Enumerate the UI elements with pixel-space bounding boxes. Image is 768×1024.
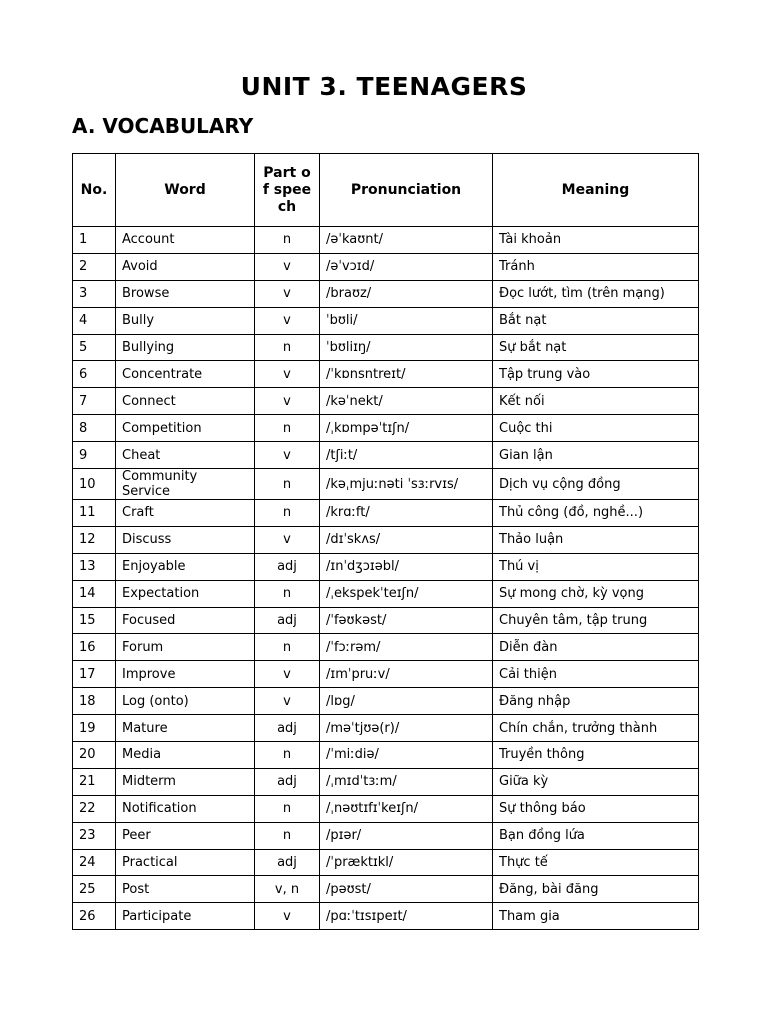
cell-part-of-speech: n: [255, 822, 320, 849]
cell-part-of-speech: v, n: [255, 876, 320, 903]
cell-part-of-speech: n: [255, 634, 320, 661]
cell-meaning: Thú vị: [493, 553, 699, 580]
table-row: [73, 526, 699, 553]
cell-meaning: Chuyên tâm, tập trung: [493, 607, 699, 634]
cell-pronunciation: /kəˈnekt/: [320, 388, 493, 415]
cell-pronunciation: /krɑːft/: [320, 500, 493, 527]
table-row: [73, 688, 699, 715]
cell-pronunciation: /dɪˈskʌs/: [320, 526, 493, 553]
cell-word: Avoid: [116, 253, 255, 280]
header-word: Word: [116, 154, 255, 227]
cell-pronunciation: /pɪər/: [320, 822, 493, 849]
cell-part-of-speech: v: [255, 526, 320, 553]
cell-word: Discuss: [116, 526, 255, 553]
cell-word: Practical: [116, 849, 255, 876]
table-row: [73, 253, 699, 280]
cell-meaning: Cải thiện: [493, 661, 699, 688]
cell-part-of-speech: v: [255, 903, 320, 930]
cell-part-of-speech: v: [255, 280, 320, 307]
table-row: [73, 742, 699, 769]
cell-part-of-speech: v: [255, 661, 320, 688]
cell-word: Browse: [116, 280, 255, 307]
cell-meaning: Tập trung vào: [493, 361, 699, 388]
cell-no: 3: [73, 280, 116, 307]
cell-meaning: Sự bắt nạt: [493, 334, 699, 361]
cell-meaning: Đọc lướt, tìm (trên mạng): [493, 280, 699, 307]
cell-no: 10: [73, 469, 116, 500]
table-row: [73, 580, 699, 607]
cell-pronunciation: /ˈfəʊkəst/: [320, 607, 493, 634]
cell-no: 2: [73, 253, 116, 280]
cell-meaning: Diễn đàn: [493, 634, 699, 661]
cell-no: 8: [73, 415, 116, 442]
cell-word: Media: [116, 742, 255, 769]
cell-pronunciation: /əˈkaʊnt/: [320, 227, 493, 254]
table-header-row: [73, 154, 699, 227]
cell-word: Improve: [116, 661, 255, 688]
cell-no: 11: [73, 500, 116, 527]
cell-no: 13: [73, 553, 116, 580]
cell-word: Notification: [116, 795, 255, 822]
cell-word: Competition: [116, 415, 255, 442]
cell-no: 24: [73, 849, 116, 876]
cell-pronunciation: /kəˌmjuːnəti ˈsɜːrvɪs/: [320, 469, 493, 500]
cell-pronunciation: /ˈfɔːrəm/: [320, 634, 493, 661]
cell-no: 9: [73, 442, 116, 469]
cell-no: 20: [73, 742, 116, 769]
cell-word: Bully: [116, 307, 255, 334]
cell-pronunciation: /pəʊst/: [320, 876, 493, 903]
cell-no: 21: [73, 768, 116, 795]
vocabulary-table: [72, 153, 699, 930]
cell-pronunciation: /ˈpræktɪkl/: [320, 849, 493, 876]
cell-part-of-speech: v: [255, 388, 320, 415]
cell-part-of-speech: n: [255, 742, 320, 769]
cell-meaning: Thực tế: [493, 849, 699, 876]
cell-no: 5: [73, 334, 116, 361]
cell-meaning: Kết nối: [493, 388, 699, 415]
table-row: [73, 388, 699, 415]
table-row: [73, 415, 699, 442]
cell-meaning: Thảo luận: [493, 526, 699, 553]
table-row: [73, 607, 699, 634]
cell-meaning: Cuộc thi: [493, 415, 699, 442]
cell-pronunciation: /braʊz/: [320, 280, 493, 307]
table-row: [73, 768, 699, 795]
cell-word: Community Service: [116, 469, 255, 500]
cell-pronunciation: ˈbʊliɪŋ/: [320, 334, 493, 361]
cell-word: Cheat: [116, 442, 255, 469]
cell-word: Post: [116, 876, 255, 903]
cell-no: 6: [73, 361, 116, 388]
table-row: [73, 822, 699, 849]
cell-word: Connect: [116, 388, 255, 415]
table-row: [73, 634, 699, 661]
cell-word: Focused: [116, 607, 255, 634]
cell-word: Forum: [116, 634, 255, 661]
cell-no: 12: [73, 526, 116, 553]
cell-part-of-speech: n: [255, 415, 320, 442]
header-part-of-speech: Part of speech: [255, 154, 320, 227]
table-row: [73, 469, 699, 500]
cell-part-of-speech: n: [255, 227, 320, 254]
table-row: [73, 553, 699, 580]
cell-no: 4: [73, 307, 116, 334]
cell-pronunciation: /ɪnˈdʒɔɪəbl/: [320, 553, 493, 580]
page-title: UNIT 3. TEENAGERS: [240, 72, 528, 101]
cell-pronunciation: /tʃiːt/: [320, 442, 493, 469]
cell-meaning: Truyền thông: [493, 742, 699, 769]
cell-no: 1: [73, 227, 116, 254]
cell-meaning: Bắt nạt: [493, 307, 699, 334]
cell-meaning: Tài khoản: [493, 227, 699, 254]
cell-part-of-speech: adj: [255, 607, 320, 634]
vocabulary-body: [73, 227, 699, 930]
cell-part-of-speech: n: [255, 795, 320, 822]
table-row: [73, 849, 699, 876]
cell-word: Peer: [116, 822, 255, 849]
cell-pronunciation: /ˈkɒnsntreɪt/: [320, 361, 493, 388]
table-row: [73, 361, 699, 388]
cell-meaning: Thủ công (đồ, nghề...): [493, 500, 699, 527]
cell-part-of-speech: adj: [255, 715, 320, 742]
header-pronunciation: Pronunciation: [320, 154, 493, 227]
cell-pronunciation: /əˈvɔɪd/: [320, 253, 493, 280]
table-row: [73, 795, 699, 822]
cell-no: 16: [73, 634, 116, 661]
cell-meaning: Gian lận: [493, 442, 699, 469]
cell-no: 18: [73, 688, 116, 715]
cell-no: 23: [73, 822, 116, 849]
cell-no: 17: [73, 661, 116, 688]
cell-part-of-speech: v: [255, 442, 320, 469]
cell-part-of-speech: n: [255, 500, 320, 527]
cell-part-of-speech: n: [255, 580, 320, 607]
cell-no: 19: [73, 715, 116, 742]
cell-part-of-speech: adj: [255, 768, 320, 795]
table-row: [73, 227, 699, 254]
cell-meaning: Tránh: [493, 253, 699, 280]
cell-meaning: Giữa kỳ: [493, 768, 699, 795]
cell-word: Account: [116, 227, 255, 254]
cell-no: 15: [73, 607, 116, 634]
table-row: [73, 334, 699, 361]
table-row: [73, 903, 699, 930]
section-heading: A. VOCABULARY: [72, 114, 254, 138]
cell-no: 25: [73, 876, 116, 903]
cell-word: Craft: [116, 500, 255, 527]
cell-word: Enjoyable: [116, 553, 255, 580]
cell-pronunciation: ˈbʊli/: [320, 307, 493, 334]
cell-meaning: Tham gia: [493, 903, 699, 930]
cell-meaning: Sự mong chờ, kỳ vọng: [493, 580, 699, 607]
header-no: No.: [73, 154, 116, 227]
cell-meaning: Bạn đồng lứa: [493, 822, 699, 849]
cell-word: Mature: [116, 715, 255, 742]
table-row: [73, 661, 699, 688]
cell-word: Participate: [116, 903, 255, 930]
table-row: [73, 500, 699, 527]
table-row: [73, 442, 699, 469]
cell-part-of-speech: v: [255, 307, 320, 334]
cell-word: Bullying: [116, 334, 255, 361]
cell-pronunciation: /ˈmiːdiə/: [320, 742, 493, 769]
cell-word: Expectation: [116, 580, 255, 607]
cell-part-of-speech: n: [255, 334, 320, 361]
cell-meaning: Chín chắn, trưởng thành: [493, 715, 699, 742]
cell-no: 14: [73, 580, 116, 607]
cell-pronunciation: /ˌekspekˈteɪʃn/: [320, 580, 493, 607]
table-row: [73, 715, 699, 742]
cell-pronunciation: /ɪmˈpruːv/: [320, 661, 493, 688]
cell-pronunciation: /ˌnəʊtɪfɪˈkeɪʃn/: [320, 795, 493, 822]
cell-part-of-speech: adj: [255, 553, 320, 580]
table-row: [73, 876, 699, 903]
cell-meaning: Đăng nhập: [493, 688, 699, 715]
cell-pronunciation: /pɑːˈtɪsɪpeɪt/: [320, 903, 493, 930]
cell-part-of-speech: n: [255, 469, 320, 500]
cell-meaning: Sự thông báo: [493, 795, 699, 822]
cell-meaning: Đăng, bài đăng: [493, 876, 699, 903]
cell-no: 22: [73, 795, 116, 822]
cell-part-of-speech: v: [255, 361, 320, 388]
cell-part-of-speech: v: [255, 253, 320, 280]
cell-pronunciation: /məˈtjʊə(r)/: [320, 715, 493, 742]
cell-part-of-speech: v: [255, 688, 320, 715]
cell-meaning: Dịch vụ cộng đồng: [493, 469, 699, 500]
cell-pronunciation: /ˌkɒmpəˈtɪʃn/: [320, 415, 493, 442]
cell-no: 7: [73, 388, 116, 415]
cell-pronunciation: /ˌmɪdˈtɜːm/: [320, 768, 493, 795]
header-meaning: Meaning: [493, 154, 699, 227]
cell-word: Log (onto): [116, 688, 255, 715]
cell-word: Midterm: [116, 768, 255, 795]
table-row: [73, 280, 699, 307]
table-row: [73, 307, 699, 334]
cell-part-of-speech: adj: [255, 849, 320, 876]
cell-word: Concentrate: [116, 361, 255, 388]
cell-no: 26: [73, 903, 116, 930]
cell-pronunciation: /lɒg/: [320, 688, 493, 715]
